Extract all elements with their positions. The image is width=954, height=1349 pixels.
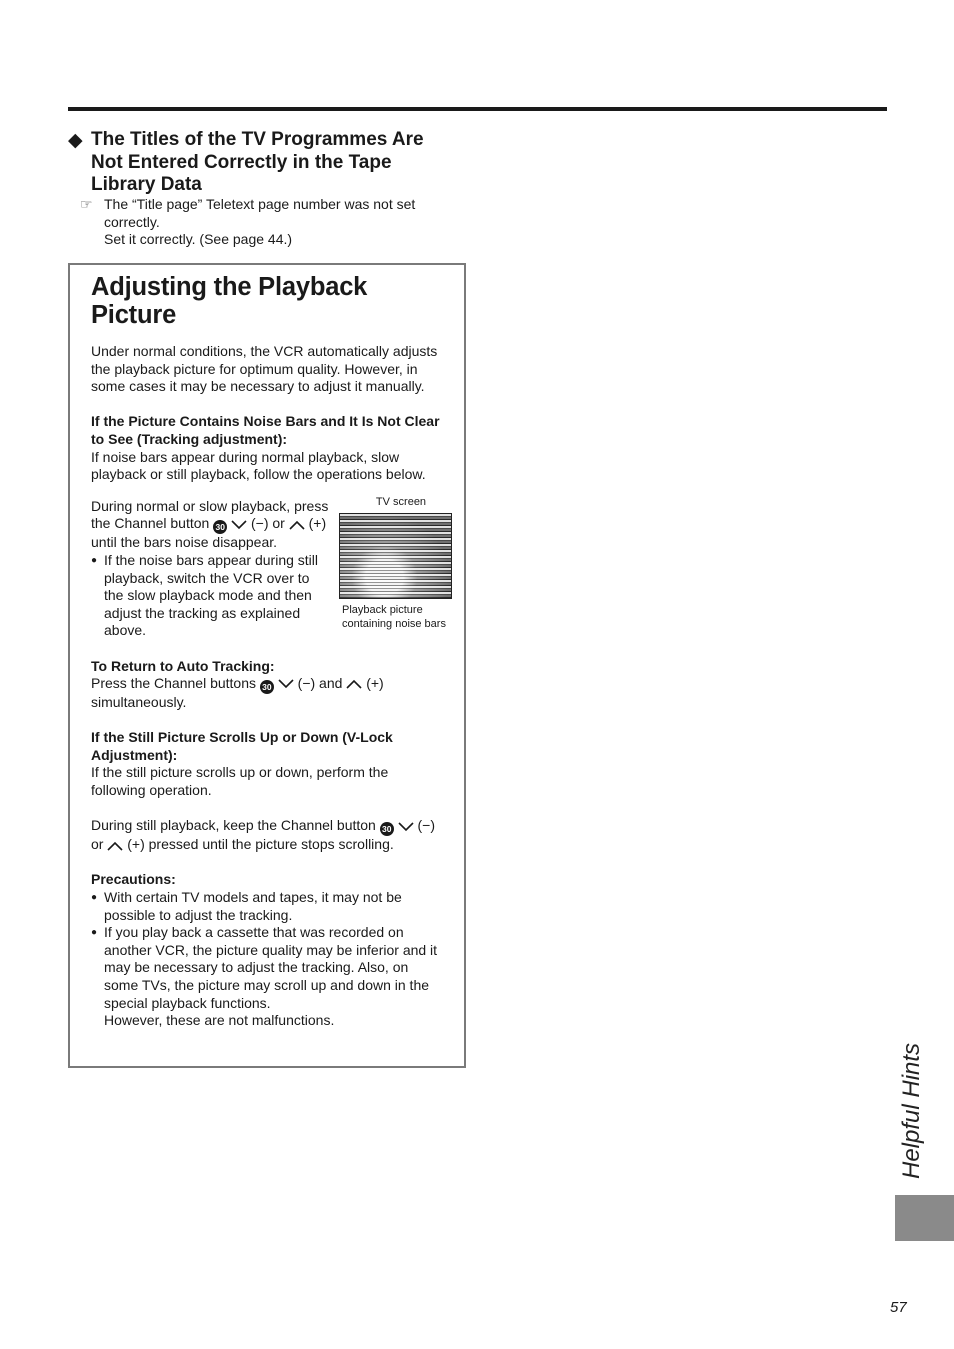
vlock-step: During still playback, keep the Channel button 30 (−) or (+) pressed until the picture stops scrolling.: [91, 817, 436, 853]
vlock-heading: If the Still Picture Scrolls Up or Down (V-Lock Adjustment):: [91, 729, 393, 763]
tv-screen-figure: [339, 495, 455, 631]
chevron-up-icon: [289, 520, 305, 530]
precaution-item: ● With certain TV models and tapes, it may not be possible to adjust the tracking.: [91, 889, 445, 924]
adjusting-playback-box: [68, 263, 466, 1068]
auto-tracking-text: Press the Channel buttons 30 (−) and (+) simultaneously.: [91, 675, 384, 711]
chevron-up-icon: [107, 841, 123, 851]
tv-screen-label: TV screen: [375, 495, 427, 508]
tv-screen-image: [339, 513, 452, 599]
tracking-step-bullet: ● If the noise bars appear during still playback, switch the VCR over to the slow playback mode and then adjust the tracking as explained above.: [91, 552, 331, 640]
channel-button-number-icon: 30: [213, 520, 227, 534]
channel-button-number-icon: 30: [380, 822, 394, 836]
tracking-text: If noise bars appear during normal playback, slow playback or still playback, follow the operations below.: [91, 448, 426, 483]
box-title: Adjusting the Playback Picture: [91, 273, 368, 329]
chevron-down-icon: [231, 520, 247, 530]
auto-tracking-heading: To Return to Auto Tracking:: [91, 657, 275, 674]
page-number: 57: [890, 1299, 907, 1316]
tracking-heading: If the Picture Contains Noise Bars and It Is Not Clear to See (Tracking adjustment):: [91, 413, 440, 447]
hint-line-2: Set it correctly. (See page 44.): [104, 231, 293, 247]
top-rule: [68, 107, 887, 111]
tv-screen-caption: Playback picture containing noise bars: [342, 603, 446, 630]
hint: [80, 196, 440, 249]
side-tab-block: [895, 1195, 954, 1241]
section-heading-text: The Titles of the TV Programmes Are Not Entered Correctly in the Tape Library Data: [91, 129, 424, 195]
vlock-text: If the still picture scrolls up or down, perform the following operation.: [91, 764, 389, 799]
precautions-heading: Precautions:: [91, 871, 176, 888]
precaution-item: ● If you play back a cassette that was recorded on another VCR, the picture quality may be inferior and it may be necessary to adjust the tracking. Also, on some TVs, the picture may scroll up and down in the special playback functions.: [91, 924, 445, 1012]
section-heading: [68, 129, 448, 197]
chevron-down-icon: [398, 822, 414, 832]
chevron-down-icon: [278, 679, 294, 689]
diamond-icon: ◆: [68, 130, 83, 151]
hint-line-1: The “Title page” Teletext page number was not set correctly.: [104, 196, 416, 230]
precaution-note: However, these are not malfunctions.: [104, 1012, 335, 1029]
side-tab-label: Helpful Hints: [898, 1042, 925, 1179]
tracking-step: During normal or slow playback, press the Channel button 30 (−) or (+) until the bars noise disappear.: [91, 497, 329, 551]
intro-text: Under normal conditions, the VCR automatically adjusts the playback picture for optimum quality. However, in some cases it may be necessary to adjust it manually.: [91, 343, 438, 395]
tracking-steps: [91, 495, 446, 640]
chevron-up-icon: [346, 679, 362, 689]
pointing-hand-icon: ☞: [80, 196, 93, 212]
channel-button-number-icon: 30: [260, 680, 274, 694]
